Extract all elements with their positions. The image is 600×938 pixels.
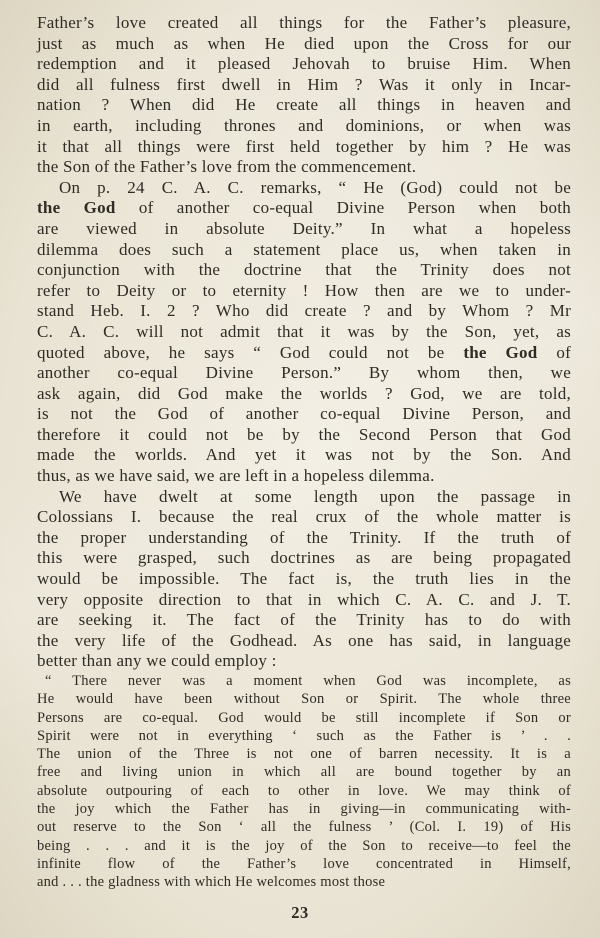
text-line [37, 34, 571, 55]
text-line [37, 487, 571, 508]
text-run: “ There never was a moment when God was incomplete, as [45, 673, 571, 689]
text-run: out reserve to the Son ‘ all the fulness ’ (Col. I. 19) of His [37, 819, 571, 836]
text-line [37, 178, 571, 199]
text-line [37, 507, 571, 528]
text-line [37, 445, 571, 466]
text-line [37, 569, 571, 590]
text-run: and . . . the gladness with which He welcomes most those [37, 874, 386, 891]
text-run: Father’s love created all things for the Father’s pleasure, [37, 13, 571, 32]
text-run: are viewed in absolute Deity.” In what a hopeless [37, 218, 571, 238]
text-run: made the worlds. And yet it was not by the Son. And [37, 445, 571, 465]
text-line [37, 631, 571, 652]
text-line [37, 95, 571, 116]
text-run: redemption and it pleased Jehovah to bruise Him. When [37, 54, 571, 74]
text-line [37, 610, 571, 631]
text-line [37, 548, 571, 569]
text-line [37, 745, 571, 763]
paragraph [37, 672, 571, 892]
text-line [37, 219, 571, 240]
text-line [37, 157, 571, 178]
text-run: infinite flow of the Father’s love concentrated in Himself, [37, 855, 571, 872]
text-line [37, 404, 571, 425]
paragraph [37, 487, 571, 672]
text-run: the very life of the Godhead. As one has said, in language [37, 630, 571, 650]
text-line [37, 301, 571, 322]
text-run: dilemma does such a statement place us, when taken in [37, 239, 571, 259]
text-line [37, 260, 571, 281]
text-run: stand Heb. I. 2 ? Who did create ? and by Whom ? Mr [37, 301, 571, 321]
text-run: nation ? When did He create all things in heaven and [37, 95, 571, 115]
bold-text-run: the God [37, 198, 116, 218]
text-line [37, 837, 571, 855]
text-line [37, 727, 571, 745]
text-line [37, 782, 571, 800]
text-run: the proper understanding of the Trinity. If the truth of [37, 527, 571, 547]
text-run: conjunction with the doctrine that the Trinity does not [37, 260, 571, 280]
text-run: of another co-equal Divine Person when both [115, 198, 571, 218]
text-line [37, 281, 571, 302]
text-run: We have dwelt at some length upon the passage in [59, 486, 571, 506]
text-line [37, 763, 571, 781]
text-line [37, 384, 571, 405]
page-number: 23 [291, 903, 309, 922]
text-line [37, 800, 571, 818]
text-run: absolute outpouring of each to other in love. We may think of [37, 782, 571, 799]
text-run: is not the God of another co-equal Divine Person, and [37, 404, 571, 424]
page-text [37, 13, 571, 892]
text-run: it that all things were first held together by him ? He was [37, 136, 571, 156]
text-run: just as much as when He died upon the Cross for our [37, 33, 571, 53]
text-run: Colossians I. because the real crux of the whole matter is [37, 507, 571, 527]
text-run: would be impossible. The fact is, the truth lies in the [37, 569, 571, 589]
text-line [37, 709, 571, 727]
text-line [37, 363, 571, 384]
text-run: On p. 24 C. A. C. remarks, “ He (God) could not be [59, 177, 571, 197]
text-run: ask again, did God make the worlds ? God, we are told, [37, 383, 571, 403]
text-line [37, 322, 571, 343]
text-line [37, 818, 571, 836]
text-run: He would have been without Son or Spirit. The whole three [37, 691, 571, 708]
text-line [37, 116, 571, 137]
text-run: therefore it could not be by the Second Person that God [37, 424, 571, 444]
paragraph [37, 178, 571, 487]
text-run: in earth, including thrones and dominions, or when was [37, 115, 571, 135]
text-run: another co-equal Divine Person.” By whom then, we [37, 363, 571, 383]
text-run: being . . . and it is the joy of the Son to receive—to feel the [37, 837, 571, 854]
text-run: The union of the Three is not one of barren necessity. It is a [37, 746, 571, 763]
text-run: free and living union in which all are bound together by an [37, 764, 571, 781]
text-run: refer to Deity or to eternity ! How then are we to under- [37, 280, 571, 300]
text-line [37, 425, 571, 446]
text-line [37, 343, 571, 364]
text-run: this were grasped, such doctrines as are being propagated [37, 548, 571, 568]
text-line [37, 528, 571, 549]
text-line [37, 590, 571, 611]
text-line [37, 240, 571, 261]
text-run: the Son of the Father’s love from the commencement. [37, 157, 417, 177]
text-line [37, 690, 571, 708]
text-line [37, 855, 571, 873]
text-run: C. A. C. will not admit that it was by the Son, yet, as [37, 321, 571, 341]
text-line [37, 672, 571, 690]
text-run: are seeking it. The fact of the Trinity has to do with [37, 610, 571, 630]
text-run: did all fulness first dwell in Him ? Was it only in Incar- [37, 74, 571, 94]
text-run: Spirit were not in everything ‘ such as the Father is ’ . . [37, 727, 571, 744]
text-line [37, 651, 571, 672]
text-line [37, 198, 571, 219]
text-run: better than any we could employ : [37, 651, 277, 671]
paragraph [37, 13, 571, 178]
text-run: thus, as we have said, we are left in a hopeless dilemma. [37, 466, 435, 486]
text-run: very opposite direction to that in which C. A. C. and J. T. [37, 589, 571, 609]
text-line [37, 873, 571, 891]
text-line [37, 466, 571, 487]
text-line [37, 137, 571, 158]
text-run: of [537, 342, 571, 362]
text-run: Persons are co-equal. God would be still incomplete if Son or [37, 709, 571, 726]
text-run: the joy which the Father has in giving—in communicating with- [37, 801, 571, 818]
bold-text-run: the God [463, 342, 538, 362]
text-run: quoted above, he says “ God could not be [37, 342, 464, 362]
text-line [37, 54, 571, 75]
text-line [37, 13, 571, 34]
text-line [37, 75, 571, 96]
